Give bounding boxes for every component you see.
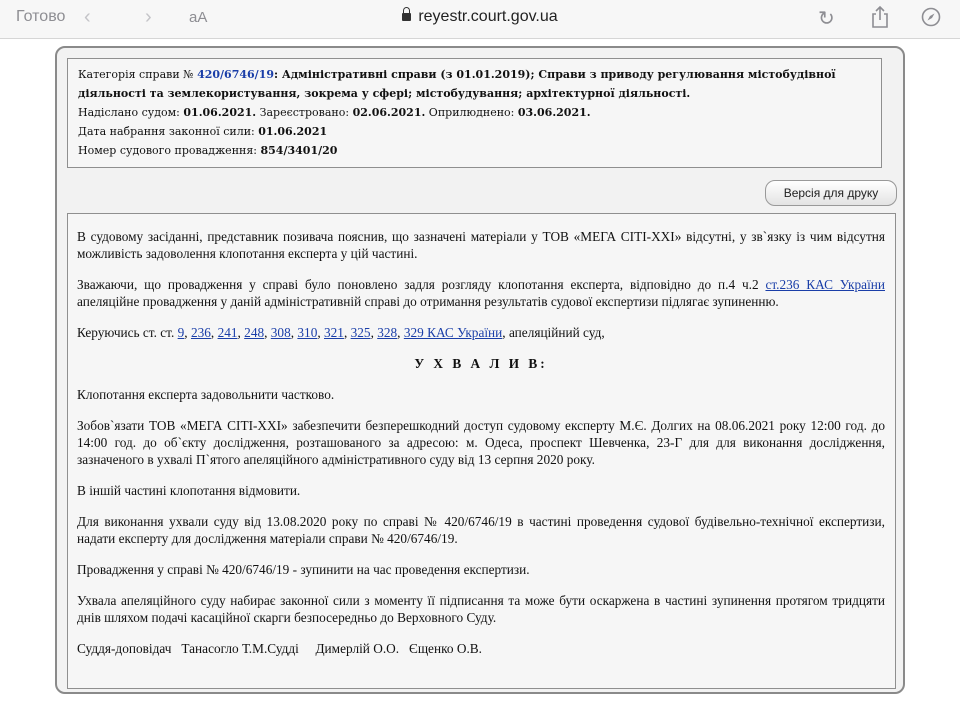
text-size-button[interactable]: aA bbox=[189, 9, 208, 26]
reload-icon[interactable]: ↻ bbox=[818, 8, 835, 30]
article-link[interactable]: 236 bbox=[190, 325, 211, 340]
back-arrow-icon[interactable]: ‹ bbox=[84, 6, 91, 28]
document-frame bbox=[55, 46, 905, 694]
case-dates: Надіслано судом: 01.06.2021. Зареєстровано: 02.06.2021. Оприлюднено: 03.06.2021. bbox=[78, 106, 591, 119]
ruling-heading: У Х В А Л И В: bbox=[414, 356, 548, 371]
article-link[interactable]: 328 bbox=[377, 325, 398, 340]
article-links: 9, 236, 241, 248, 308, 310, 321, 325, 328, 329 КАС України bbox=[177, 325, 503, 340]
article-link[interactable]: 308 bbox=[270, 325, 291, 340]
share-icon[interactable] bbox=[870, 5, 890, 29]
paragraph: Для виконання ухвали суду від 13.08.2020 року по справі № 420/6746/19 в частині проведення судової будівельно-технічної експертизи, надати експерту для дослідження матеріали справи № 420/6746/19. bbox=[77, 514, 885, 546]
article-link[interactable]: 9 bbox=[177, 325, 185, 340]
browser-toolbar bbox=[0, 0, 960, 39]
forward-arrow-icon[interactable]: › bbox=[145, 6, 152, 28]
done-button[interactable]: Готово bbox=[16, 8, 66, 25]
paragraph: Зважаючи, що провадження у справі було поновлено задля розгляду клопотання експерта, відповідно до п.4 ч.2 ст.236 КАС України апеляційне провадження у даній адміністративній справі до отримання результатів судової експертизи підлягає зупиненню. bbox=[77, 277, 885, 309]
proceeding-number: Номер судового провадження: 854/3401/20 bbox=[78, 144, 338, 157]
case-info-box bbox=[67, 58, 882, 168]
url-text: reyestr.court.gov.ua bbox=[418, 8, 558, 25]
address-bar[interactable] bbox=[0, 8, 960, 26]
compass-icon[interactable] bbox=[921, 7, 941, 27]
paragraph: Клопотання експерта задовольнити частково. bbox=[77, 387, 335, 402]
paragraph: Провадження у справі № 420/6746/19 - зупинити на час проведення експертизи. bbox=[77, 562, 530, 577]
article-link[interactable]: 248 bbox=[244, 325, 265, 340]
effective-date: Дата набрання законної сили: 01.06.2021 bbox=[78, 125, 328, 138]
paragraph: Ухвала апеляційного суду набирає законної сили з моменту її підписання та може бути оскаржена в частині зупинення протягом тридцяти днів шляхом подачі касаційної скарги безпосередньо до Верховного Суду. bbox=[77, 593, 885, 625]
article-link[interactable]: 310 bbox=[297, 325, 318, 340]
article-link[interactable]: 321 bbox=[324, 325, 344, 340]
paragraph: Керуючись ст. ст. 9, 236, 241, 248, 308, 310, 321, 325, 328, 329 КАС України, апеляційний суд, bbox=[77, 325, 605, 340]
law-link[interactable]: ст.236 КАС України bbox=[765, 277, 885, 292]
article-link[interactable]: 325 bbox=[350, 325, 371, 340]
article-link[interactable]: 241 bbox=[217, 325, 238, 340]
judges-signature: Суддя-доповідач Танасогло Т.М.Судді Димерлій О.О. Єщенко О.В. bbox=[77, 641, 482, 656]
paragraph: В іншій частині клопотання відмовити. bbox=[77, 483, 301, 498]
article-link[interactable]: 329 КАС України bbox=[403, 325, 503, 340]
case-category: Категорія справи № 420/6746/19: Адміністративні справи (з 01.01.2019); Справи з приводу регулювання містобудівної діяльності та землекористування, зокрема у сфері; містобудування; архітектурної діяльності. bbox=[78, 68, 836, 100]
lock-icon bbox=[402, 13, 411, 21]
paragraph: Зобов`язати ТОВ «МЕГА СІТІ-ХХІ» забезпечити безперешкодний доступ судовому експерту М.Є. Долгих на 08.06.2021 року 12:00 год. до 14:00 год. до об`єкту дослідження, розташованого за адресою: м. Одеса, проспект Шевченка, 23-Г для для виконання дослідження, зазначеного в ухвалі П`ятого апеляційного адміністративного суду від 13 серпня 2020 року. bbox=[77, 418, 885, 467]
case-number-link[interactable]: 420/6746/19 bbox=[197, 68, 274, 81]
print-version-button[interactable]: Версія для друку bbox=[765, 180, 897, 206]
ruling-text bbox=[67, 213, 896, 689]
paragraph: В судовому засіданні, представник позивача пояснив, що зазначені матеріали у ТОВ «МЕГА СІТІ-ХХІ» відсутні, у зв`язку із чим відсутня можливість задоволення клопотання експерта у цій частині. bbox=[77, 229, 885, 261]
